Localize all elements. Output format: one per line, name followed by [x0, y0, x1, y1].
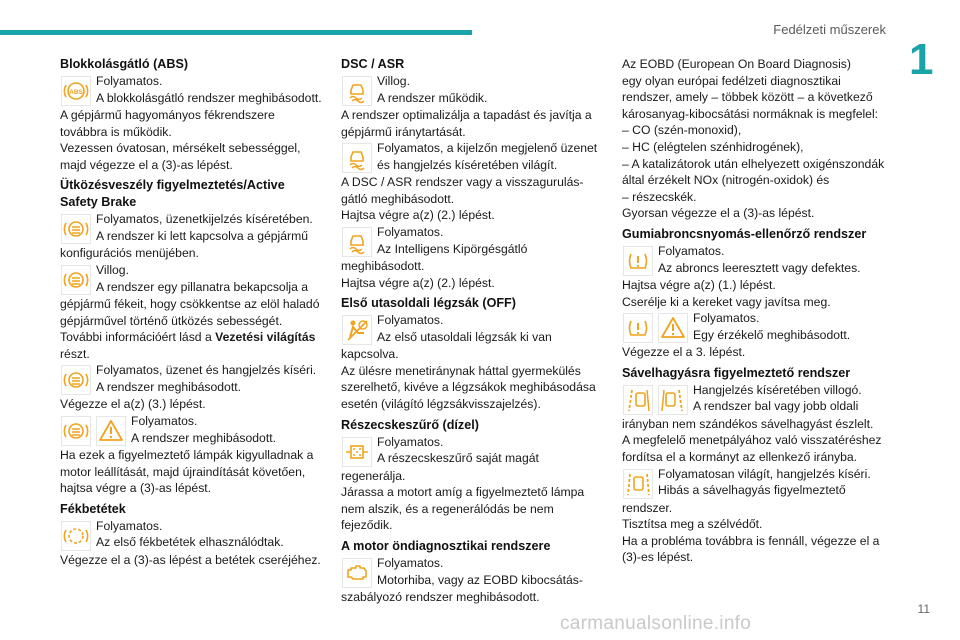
tyre-pressure-icon [622, 245, 654, 277]
airbag-off-icon [341, 314, 373, 346]
tyre-pressure-heading: Gumiabroncsnyomás-ellenőrző rendszer [622, 226, 867, 241]
service-warning-icon [95, 415, 127, 447]
stability-control-icon [341, 142, 373, 174]
collision-warning-icon [60, 415, 92, 447]
engine-check-icon [341, 557, 373, 589]
page-number: 11 [917, 602, 930, 616]
lane-departure-right-icon [657, 384, 689, 416]
collision-warning-icon [60, 264, 92, 296]
lane-departure-heading: Sávelhagyásra figyelmeztető rendszer [622, 365, 851, 380]
brake-pad-wear-icon [60, 520, 92, 552]
engine-diagnostics-heading: A motor öndiagnosztikai rendszere [341, 538, 551, 553]
svg-text:ABS: ABS [69, 89, 83, 96]
abs-heading: Blokkolásgátló (ABS) [60, 57, 189, 71]
chapter-number: 1 [909, 35, 934, 84]
tyre-pressure-icon [622, 312, 654, 344]
lane-departure-left-icon [622, 384, 654, 416]
lane-departure-fault-icon [622, 468, 654, 500]
collision-warning-icon [60, 213, 92, 245]
passenger-airbag-heading: Első utasoldali légzsák (OFF) [341, 296, 516, 311]
watermark: carmanualsonline.info [560, 613, 752, 634]
section-title: Fedélzeti műszerek [773, 22, 886, 37]
column-3: Az EOBD (European On Board Diagnosis) egy olyan európai fedélzeti diagnosztikai rendszer, amely – többek között – a következő károsanyag-kibocsátási normáknak is megfelel: – CO (szén-monoxid), – HC (elégtelen szénhidrogének), – A katalizátorok után elhelyezett oxigénszondák által érzékelt NOx (nitrogén-oxidok) és – részecskék. Gyorsan végezze el a (3)-as lépést. Gumiabroncsnyomás-ellenőrző rendszer Folyamatos. Az abroncs leeresztett vagy defektes. Hajtsa végre a(z) (1.) lépést. Cserélje ki a kereket vagy javítsa meg. Folyamatos. Egy érzékelő meghibásodott. Végezze el a 3. lépést. Sávelhagyásra figyelmeztető rendszer Hangjelzés kíséretében villogó. A rendszer bal vagy jobb oldali irányban nem szándékos sávelhagyást észlelt. A megfelelő menetpályához való visszatéréshez fordítsa el a kormányt az ellenkező irányba. Folyamatosan világít, hangjelzés kíséri. Hibás a sávelhagyás figyelmeztető rendszer. Tisztítsa meg a szélvédőt. Ha a probléma továbbra is fennáll, végezze el a (3)-es lépést. [622, 56, 890, 566]
brake-pads-heading: Fékbetétek [60, 501, 126, 516]
dsc-asr-heading: DSC / ASR [341, 57, 405, 71]
stability-control-icon [341, 226, 373, 258]
service-warning-icon [657, 312, 689, 344]
column-1: Blokkolásgátló (ABS) ABS Folyamatos. A blokkolásgátló rendszer meghibásodott. A gépjármű hagyományos fékrendszere továbbra is működik. Vezessen óvatosan, mérsékelt sebességgel, majd végezze el a (3)-as lépést. Ütközésveszély figyelmeztetés/Active Safety Brake Folyamatos, üzenetkijelzés kíséretében. A rendszer ki lett kapcsolva a gépjármű konfigurációs menüjében. Villog. A rendszer egy pillanatra bekapcsolja a gépjármű fékeit, hogy csökkentse az elöl haladó gépjárművel történő ütközés sebességét. További információért lásd a Vezetési világítás részt. Folyamatos, üzenet és hangjelzés kíséri. A rendszer meghibásodott. Végezze el a(z) (3.) lépést. Folyamatos. A rendszer meghibásodott. Ha ezek a figyelmeztető lámpák kigyulladnak a motor leállítását, majd újraindítását követően, hajtsa végre a (3)-as lépést. Fékbetétek Folyamatos. Az első fékbetétek elhasználódtak. Végezze el a (3)-as lépést a betétek cseréjéhez. [60, 56, 328, 568]
particle-filter-heading: Részecskeszűrő (dízel) [341, 417, 479, 432]
column-2: DSC / ASR Villog. A rendszer működik. A rendszer optimalizálja a tapadást és javítja a gépjármű iránytartását. Folyamatos, a kijelzőn megjelenő üzenet és hangjelzés kíséretében világít. A DSC / ASR rendszer vagy a visszagurulás- gátló meghibásodott. Hajtsa végre a(z) (2.) lépést. Folyamatos. Az Intelligens Kipörgésgátló meghibásodott. Hajtsa végre a(z) (2.) lépést. Első utasoldali légzsák (OFF) Folyamatos. Az első utasoldali légzsák ki van kapcsolva. Az ülésre menetiránynak háttal gyermekülés szerelhető, kivéve a légzsákok meghibásodása esetén (világító légzsákvisszajelzés). Részecskeszűrő (dízel) Folyamatos. A részecskeszűrő saját magát regenerálja. Járassa a motort amíg a figyelmeztető lámpa nem alszik, és a regenerálódás be nem fejeződik. A motor öndiagnosztikai rendszere Folyamatos. Motorhiba, vagy az EOBD kibocsátás- szabályozó rendszer meghibásodott. [341, 56, 603, 606]
collision-warning-icon [60, 364, 92, 396]
abs-item: ABS Folyamatos. A blokkolásgátló rendszer meghibásodott. [60, 73, 328, 107]
particle-filter-icon [341, 436, 373, 468]
header-accent-bar [0, 30, 472, 35]
abs-warning-icon [60, 75, 92, 107]
collision-warning-heading: Ütközésveszély figyelmeztetés/Active [60, 178, 285, 193]
cross-reference-link: Vezetési világítás [215, 330, 316, 345]
stability-control-icon [341, 75, 373, 107]
